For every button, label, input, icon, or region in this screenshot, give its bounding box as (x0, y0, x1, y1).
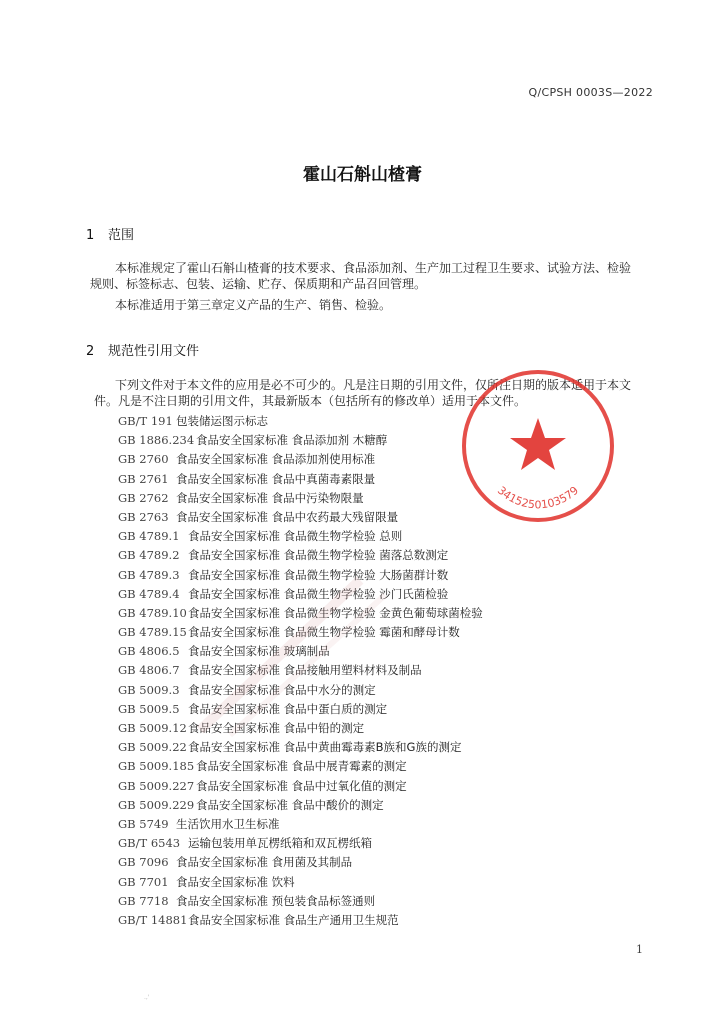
reference-title: 食品安全国家标准 食品添加剂使用标准 (176, 452, 376, 467)
reference-title: 食品安全国家标准 食品微生物学检验 霉菌和酵母计数 (188, 625, 460, 640)
reference-code: GB 2761 (118, 471, 169, 486)
reference-code: GB 5009.229 (118, 797, 195, 812)
reference-code: GB 5009.227 (118, 778, 195, 793)
document-code: Q/CPSH 0003S—2022 (528, 86, 653, 99)
reference-item (118, 797, 483, 816)
reference-code: GB 4789.1 (118, 529, 180, 544)
reference-title: 食品安全国家标准 食品中铅的测定 (188, 721, 365, 735)
reference-title: 运输包装用单瓦楞纸箱和双瓦楞纸箱 (188, 836, 372, 851)
document-title: 霍山石斛山楂膏 (303, 165, 422, 185)
reference-code: GB 5009.185 (118, 759, 195, 774)
reference-item (118, 471, 483, 490)
watermark (190, 560, 390, 740)
reference-item (118, 912, 483, 931)
reference-title: 食品安全国家标准 饮料 (176, 874, 295, 889)
reference-title: 食品安全国家标准 食品中真菌毒素限量 (176, 471, 376, 486)
reference-item (118, 528, 483, 547)
section-2-heading (86, 340, 199, 359)
reference-code: GB/T 6543 (118, 836, 181, 851)
scan-speck: .,' (144, 994, 150, 1001)
text-line: 本标准规定了霍山石斛山楂膏的技术要求、食品添加剂、生产加工过程卫生要求、试验方法、检验 (115, 261, 632, 275)
scope-paragraph-1 (90, 260, 660, 292)
reference-code: GB 4789.15 (118, 625, 187, 640)
reference-title: 食品安全国家标准 食品微生物学检验 总则 (188, 529, 403, 544)
reference-item (118, 835, 483, 854)
reference-item (118, 816, 483, 835)
reference-item (118, 778, 483, 797)
reference-title: 食品安全国家标准 食品中展青霉素的测定 (196, 759, 407, 774)
section-number: 2 (86, 344, 95, 359)
reference-title: 食品安全国家标准 食品添加剂 木糖醇 (196, 433, 388, 448)
reference-title: 食品安全国家标准 食品生产通用卫生规范 (188, 912, 399, 927)
text-line: 规则、标签标志、包装、运输、贮存、保质期和产品召回管理。 (90, 277, 427, 291)
reference-title: 食品安全国家标准 玻璃制品 (188, 644, 330, 659)
reference-item (118, 413, 483, 432)
reference-title: 食品安全国家标准 食品中酸价的测定 (196, 797, 384, 812)
reference-code: GB 4789.3 (118, 567, 180, 582)
reference-title: 生活饮用水卫生标准 (176, 816, 280, 831)
reference-code: GB 4789.10 (118, 605, 187, 620)
reference-title: 食品安全国家标准 食品微生物学检验 菌落总数测定 (188, 548, 449, 563)
reference-code: GB 5009.22 (118, 740, 187, 755)
reference-code: GB 5009.12 (118, 721, 187, 735)
company-seal (458, 366, 618, 526)
reference-title: 食品安全国家标准 食品接触用塑料材料及制品 (188, 663, 422, 678)
reference-title: 食品安全国家标准 预包装食品标签通则 (176, 893, 376, 908)
section-1-heading (86, 224, 134, 243)
section-number: 1 (86, 228, 95, 243)
reference-item (118, 509, 483, 528)
reference-title: 食品安全国家标准 食品中污染物限量 (176, 490, 364, 505)
reference-code: GB 5009.3 (118, 682, 180, 697)
reference-item (118, 432, 483, 451)
reference-code: GB 2760 (118, 452, 169, 467)
reference-code: GB 7718 (118, 893, 169, 908)
reference-code: GB 5749 (118, 816, 169, 831)
reference-code: GB 5009.5 (118, 701, 180, 716)
text-line: 件。凡是不注日期的引用文件，其最新版本（包括所有的修改单）适用于本文件。 (94, 394, 527, 408)
reference-title: 包装储运图示标志 (176, 414, 268, 428)
reference-item (118, 739, 483, 758)
reference-title: 食品安全国家标准 食品中水分的测定 (188, 682, 376, 697)
seal-star-icon (510, 418, 566, 470)
reference-item (118, 451, 483, 470)
reference-item (118, 854, 483, 873)
reference-code: GB/T 14881 (118, 912, 188, 927)
reference-code: GB/T 191 (118, 414, 173, 428)
reference-title: 食品安全国家标准 食品中过氧化值的测定 (196, 778, 407, 793)
reference-item (118, 893, 483, 912)
reference-code: GB 7701 (118, 874, 169, 889)
text-line: 下列文件对于本文件的应用是必不可少的。凡是注日期的引用文件，仅所注日期的版本适用于本文 (115, 378, 632, 392)
page-number: 1 (636, 943, 643, 956)
reference-code: GB 4789.4 (118, 586, 180, 601)
reference-code: GB 4806.7 (118, 663, 180, 678)
reference-code: GB 1886.234 (118, 433, 195, 448)
reference-title: 食品安全国家标准 食品中蛋白质的测定 (188, 701, 388, 716)
reference-code: GB 4789.2 (118, 548, 180, 563)
reference-title: 食品安全国家标准 食品中农药最大残留限量 (176, 509, 399, 524)
reference-title: 食品安全国家标准 食用菌及其制品 (176, 855, 353, 870)
reference-title: 食品安全国家标准 食品微生物学检验 沙门氏菌检验 (188, 586, 449, 601)
reference-title: 食品安全国家标准 食品微生物学检验 金黄色葡萄球菌检验 (188, 605, 483, 620)
reference-item (118, 874, 483, 893)
section-title: 规范性引用文件 (108, 344, 200, 359)
reference-item (118, 490, 483, 509)
reference-item (118, 758, 483, 777)
reference-code: GB 2763 (118, 509, 169, 524)
seal-number: 3415250103579 (494, 483, 582, 512)
scope-paragraph-2: 本标准适用于第三章定义产品的生产、销售、检验。 (115, 298, 392, 312)
reference-title: 食品安全国家标准 食品中黄曲霉毒素B族和G族的测定 (188, 740, 462, 755)
reference-code: GB 2762 (118, 490, 169, 505)
section-title: 范围 (108, 228, 135, 243)
reference-code: GB 7096 (118, 855, 169, 870)
reference-title: 食品安全国家标准 食品微生物学检验 大肠菌群计数 (188, 567, 449, 582)
reference-code: GB 4806.5 (118, 644, 180, 659)
